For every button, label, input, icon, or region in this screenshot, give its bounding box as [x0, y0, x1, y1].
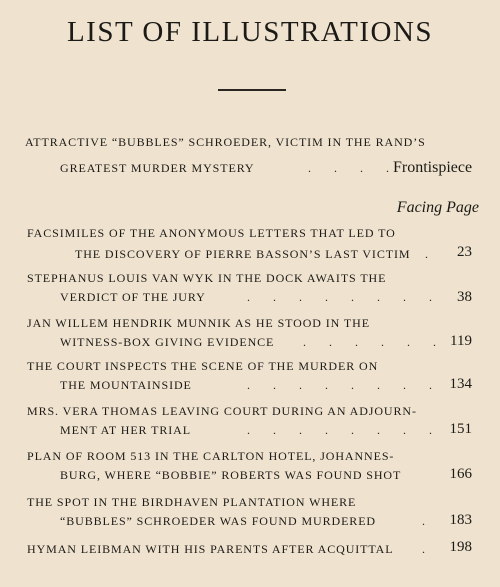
entry-line-1: HYMAN LEIBMAN WITH HIS PARENTS AFTER ACQUITTAL — [27, 542, 394, 556]
page-number: 23 — [457, 244, 472, 260]
page-number: 119 — [450, 333, 472, 349]
entry-dots: . . . . . . . . — [247, 378, 442, 392]
entry-dots: . . . . . . . . — [247, 290, 442, 304]
entry-line-1: STEPHANUS LOUIS VAN WYK IN THE DOCK AWAITS THE — [27, 271, 387, 285]
entry-line-2: BURG, WHERE “BOBBIE” ROBERTS WAS FOUND SHOT — [60, 468, 402, 482]
entry-dots: . — [422, 514, 435, 528]
entry-line-1: ATTRACTIVE “BUBBLES” SCHROEDER, VICTIM IN THE RAND’S — [25, 135, 426, 149]
entry-line-1: MRS. VERA THOMAS LEAVING COURT DURING AN ADJOURN- — [27, 404, 417, 418]
entry-line-1: PLAN OF ROOM 513 IN THE CARLTON HOTEL, JOHANNES- — [27, 449, 395, 463]
entry-line-2: “BUBBLES” SCHROEDER WAS FOUND MURDERED — [60, 514, 377, 528]
page-number: 134 — [449, 376, 472, 392]
page-number: 183 — [449, 512, 472, 528]
entry-line-2: THE DISCOVERY OF PIERRE BASSON’S LAST VICTIM — [75, 247, 411, 261]
entry-dots: . . . . . . . . — [247, 423, 442, 437]
entry-line-2: VERDICT OF THE JURY — [60, 290, 206, 304]
page-number: 38 — [457, 289, 472, 305]
entry-dots: . — [422, 542, 435, 556]
entry-dots: . . . . . . — [303, 335, 446, 349]
page-number: 151 — [449, 421, 472, 437]
page-title: LIST OF ILLUSTRATIONS — [66, 16, 434, 48]
entry-line-1: FACSIMILES OF THE ANONYMOUS LETTERS THAT LED TO — [27, 226, 396, 240]
page-number: 166 — [449, 466, 472, 482]
frontispiece-label: Frontispiece — [393, 159, 473, 176]
entry-line-2: MENT AT HER TRIAL — [60, 423, 191, 437]
entry-line-2: GREATEST MURDER MYSTERY — [60, 161, 255, 175]
entry-line-1: THE SPOT IN THE BIRDHAVEN PLANTATION WHERE — [27, 495, 357, 509]
entry-line-2: WITNESS-BOX GIVING EVIDENCE — [60, 335, 275, 349]
facing-page-label: Facing Page — [396, 199, 479, 216]
page-number: 198 — [449, 539, 472, 555]
title-rule — [218, 89, 286, 91]
entry-dots: . — [425, 247, 438, 261]
entry-line-1: JAN WILLEM HENDRIK MUNNIK AS HE STOOD IN THE — [27, 316, 370, 330]
entry-dots: . . . . — [308, 161, 399, 175]
entry-line-1: THE COURT INSPECTS THE SCENE OF THE MURDER ON — [27, 359, 379, 373]
entry-line-2: THE MOUNTAINSIDE — [60, 378, 192, 392]
